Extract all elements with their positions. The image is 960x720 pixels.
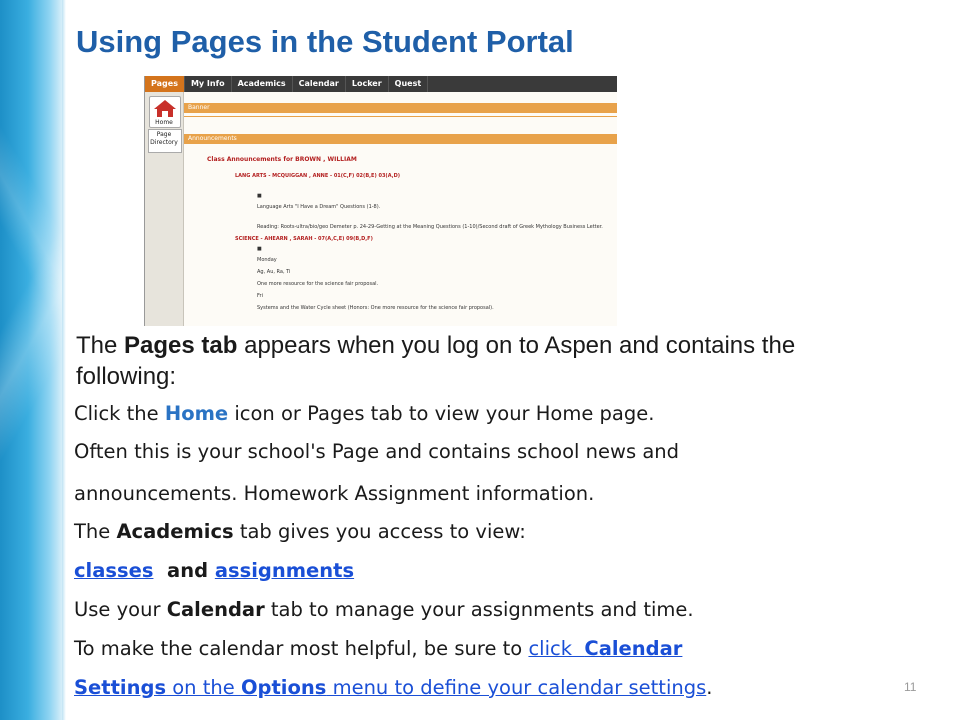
decorative-band-highlight xyxy=(0,0,62,720)
tab-locker[interactable]: Locker xyxy=(346,76,389,92)
link-text: assignments xyxy=(214,559,355,582)
course-heading-science: SCIENCE - AHEARN , SARAH - 07(A,C,E) 09(B,D,F) xyxy=(235,236,373,242)
course2-line: One more resource for the science fair proposal. xyxy=(257,281,379,287)
home-label: Home xyxy=(155,119,173,126)
text: Click the xyxy=(74,402,165,425)
body-line-7 xyxy=(74,637,682,660)
course-heading-lang-arts: LANG ARTS - MCQUIGGAN , ANNE - 01(C,F) 02(B,E) 03(A,D) xyxy=(235,173,401,179)
body-line-3: announcements. Homework Assignment information. xyxy=(74,482,595,505)
home-icon xyxy=(150,97,180,119)
portal-tab-bar xyxy=(145,76,617,92)
course2-line: Systems and the Water Cycle sheet (Honors: One more resource for the science fair proposal). xyxy=(257,305,494,311)
intro-paragraph xyxy=(76,330,876,392)
body-line-1 xyxy=(74,402,654,425)
link-text: Calendar xyxy=(584,637,683,660)
slide-number: 11 xyxy=(904,680,917,694)
page-directory-label: Page Directory xyxy=(150,131,178,146)
body-line-8 xyxy=(74,676,712,699)
text: To make the calendar most helpful, be sure to xyxy=(74,637,529,660)
course2-line: Ag, Au, Ra, Ti xyxy=(257,269,291,275)
home-term: Home xyxy=(164,402,229,425)
banner-divider xyxy=(184,116,617,117)
intro-suffix: appears when you log on to Aspen and contains the following: xyxy=(76,332,796,390)
class-announcements-heading: Class Announcements for BROWN , WILLIAM xyxy=(207,156,357,163)
decorative-band-edge xyxy=(62,0,66,720)
text: tab to manage your assignments and time. xyxy=(264,598,694,621)
link-text: on the xyxy=(166,676,241,699)
tab-pages[interactable]: Pages xyxy=(145,76,185,92)
calendar-term: Calendar xyxy=(166,598,265,621)
link-text: click xyxy=(528,637,585,660)
link-text: classes xyxy=(74,559,154,582)
text: . xyxy=(706,676,713,699)
portal-screenshot xyxy=(144,76,617,326)
tab-quest[interactable]: Quest xyxy=(389,76,429,92)
course1-reading: Reading: Roots-ultra/bio/geo Demeter p. 24-29-Getting at the Meaning Questions (1-10)/Second draft of Greek Mythology Business Letter. xyxy=(257,224,603,230)
text: and xyxy=(153,559,215,582)
course2-line: Fri xyxy=(257,293,263,299)
link-text: Settings xyxy=(74,676,167,699)
classes-link[interactable] xyxy=(74,559,153,582)
tab-academics[interactable]: Academics xyxy=(232,76,293,92)
text: icon or Pages tab to view your Home page. xyxy=(228,402,655,425)
portal-sidebar xyxy=(145,92,184,326)
body-line-6 xyxy=(74,598,694,621)
body-line-5 xyxy=(74,559,354,582)
calendar-settings-link[interactable] xyxy=(528,637,682,660)
link-text: Options xyxy=(240,676,327,699)
calendar-settings-link-cont[interactable] xyxy=(74,676,706,699)
text: Use your xyxy=(74,598,167,621)
text: tab gives you access to view: xyxy=(233,520,526,543)
tab-calendar[interactable]: Calendar xyxy=(293,76,346,92)
body-line-2: Often this is your school's Page and contains school news and xyxy=(74,440,680,463)
bullet: ■ xyxy=(257,193,262,199)
announcements-header: Announcements xyxy=(184,134,617,144)
bullet: ■ xyxy=(257,246,262,252)
course2-line: Monday xyxy=(257,257,277,263)
intro-prefix: The xyxy=(76,332,125,359)
banner-header: Banner xyxy=(184,103,617,113)
tab-my-info[interactable]: My Info xyxy=(185,76,232,92)
body-line-4 xyxy=(74,520,526,543)
course1-assignment: Language Arts "I Have a Dream" Questions (1-8). xyxy=(257,204,381,210)
intro-bold: Pages tab xyxy=(124,332,238,359)
text: The xyxy=(74,520,117,543)
link-text: menu to define your calendar settings xyxy=(326,676,707,699)
assignments-link[interactable] xyxy=(215,559,354,582)
academics-term: Academics xyxy=(116,520,234,543)
slide-title: Using Pages in the Student Portal xyxy=(76,24,574,59)
